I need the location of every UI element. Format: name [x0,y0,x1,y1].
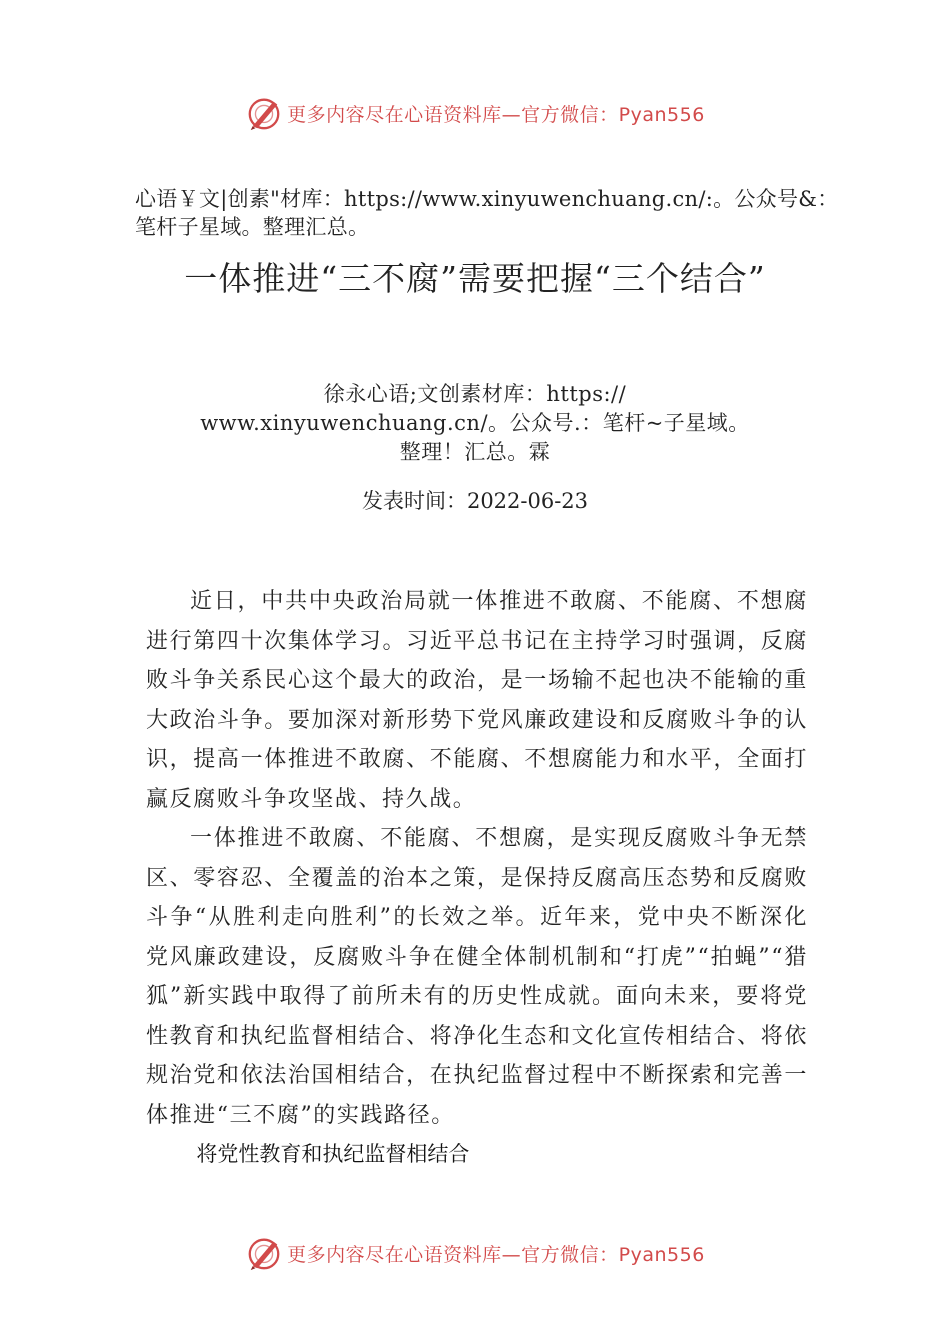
bottom-banner [0,1233,950,1273]
banner-text [287,1240,705,1267]
banner-text [287,100,705,127]
body-paragraph: 近日，中共中央政治局就一体推进不敢腐、不能腐、不想腐进行第四十次集体学习。习近平总书记在主持学习时强调，反腐败斗争关系民心这个最大的政治，是一场输不起也决不能输的重大政治斗争。要加深对新形势下党风廉政建设和反腐败斗争的认识，提高一体推进不敢腐、不能腐、不想腐能力和水平，全面打赢反腐败斗争攻坚战、持久战。 [146,589,808,812]
author-line: www.xinyuwenchuang.cn/。公众号.：笔杆~子星域。 [200,411,750,435]
top-banner [0,93,950,133]
page-title: 一体推进“三不腐”需要把握“三个结合” [184,259,766,298]
banner-label: 更多内容尽在心语资料库—官方微信： [287,103,619,126]
author-block [150,380,800,467]
section-heading: 将党性教育和执纪监督相结合 [196,1142,470,1166]
body-paragraph: 一体推进不敢腐、不能腐、不想腐，是实现反腐败斗争无禁区、零容忍、全覆盖的治本之策，是保持反腐高压态势和反腐败斗争“从胜利走向胜利”的长效之举。近年来，党中央不断深化党风廉政建设，反腐败斗争在健全体制机制和“打虎”“拍蝇”“猎狐”新实践中取得了前所未有的历史性成就。面向未来，要将党性教育和执纪监督相结合、将净化生态和文化宣传相结合、将依规治党和依法治国相结合，在执纪监督过程中不断探索和完善一体推进“三不腐”的实践路径。 [146,826,808,1128]
banner-wechat-id: Pyan556 [618,103,705,126]
article-body [146,582,808,1173]
author-line: 徐永心语;文创素材库：https:// [323,382,627,406]
header-note: 心语￥文|创素"材库：https://www.xinyuwenchuang.cn/:。公众号&：笔杆子星域。整理汇总。 [135,187,839,239]
banner-wechat-id: Pyan556 [618,1243,705,1266]
pen-circle-logo-icon [245,1234,283,1272]
publish-date: 发表时间：2022-06-23 [361,489,589,513]
pen-circle-logo-icon [245,94,283,132]
author-line: 整理！汇总。霖 [399,440,551,464]
banner-label: 更多内容尽在心语资料库—官方微信： [287,1243,619,1266]
